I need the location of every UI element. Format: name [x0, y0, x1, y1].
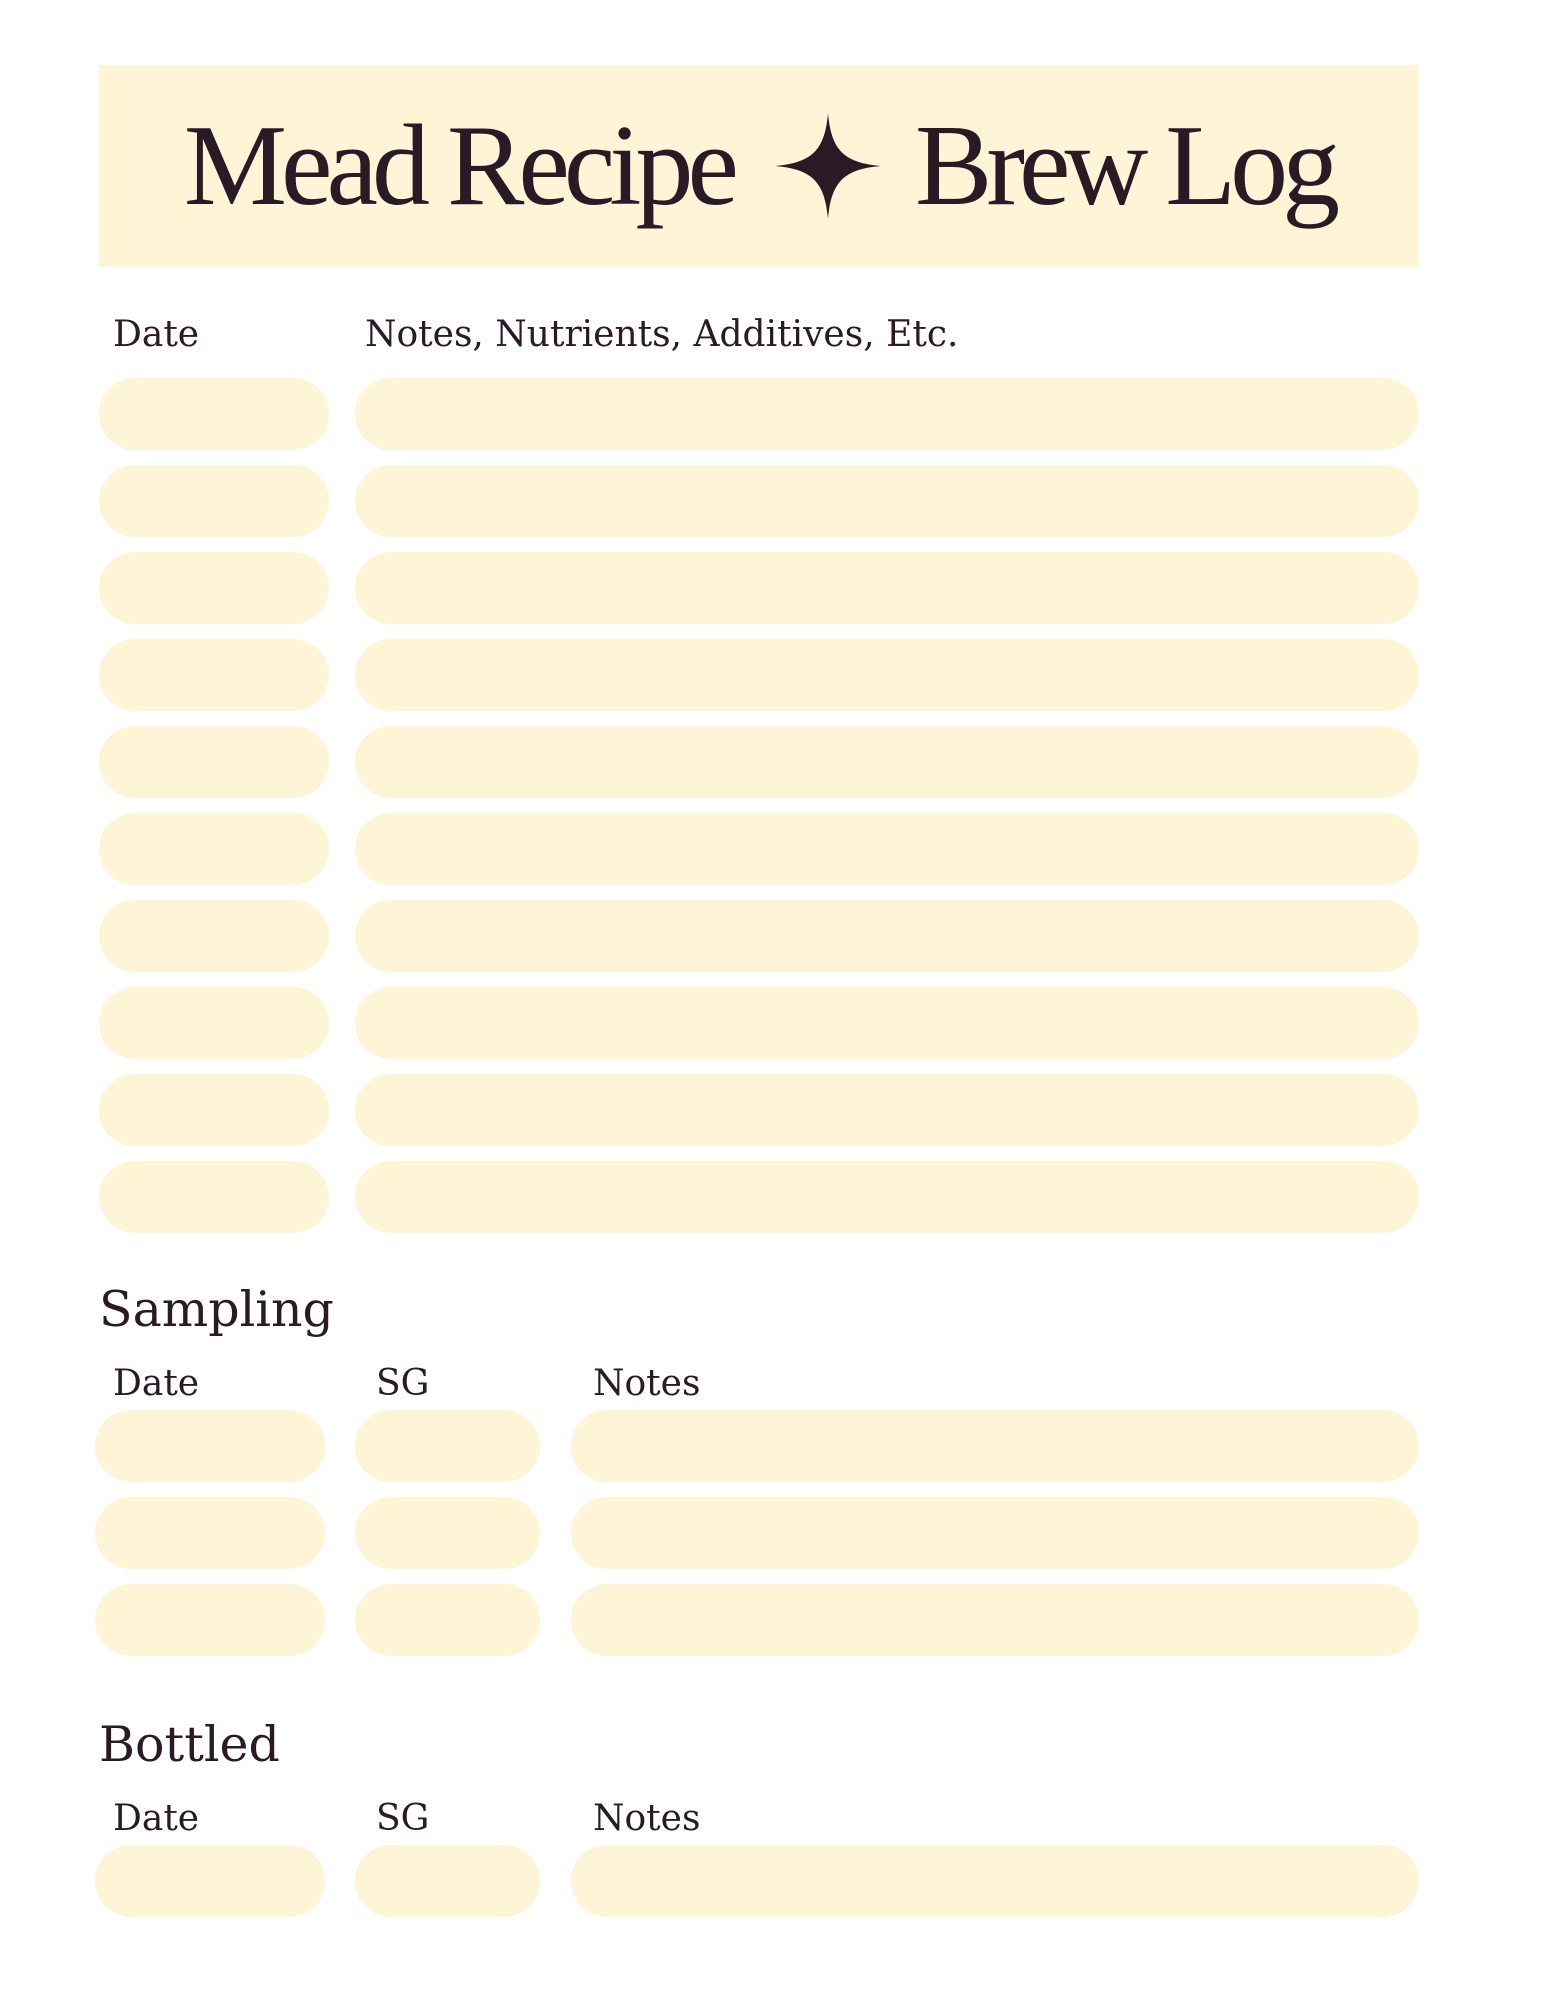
log-date-field[interactable]: [99, 1074, 329, 1146]
log-notes-field[interactable]: [355, 552, 1419, 624]
log-date-field[interactable]: [99, 465, 329, 537]
sampling-notes-field[interactable]: [571, 1584, 1419, 1656]
four-point-star-icon: [775, 113, 881, 219]
log-notes-label: Notes, Nutrients, Additives, Etc.: [365, 314, 959, 355]
title-mead-recipe: Mead Recipe: [183, 102, 734, 230]
log-date-field[interactable]: [99, 378, 329, 450]
page-header: [99, 65, 1419, 267]
sampling-date-field[interactable]: [95, 1410, 325, 1482]
log-notes-field[interactable]: [355, 987, 1419, 1059]
log-date-field[interactable]: [99, 1161, 329, 1233]
log-notes-field[interactable]: [355, 378, 1419, 450]
sampling-title: Sampling: [99, 1281, 334, 1338]
log-date-field[interactable]: [99, 987, 329, 1059]
log-notes-field[interactable]: [355, 1161, 1419, 1233]
log-date-field[interactable]: [99, 552, 329, 624]
sampling-sg-label: SG: [376, 1363, 430, 1404]
log-notes-field[interactable]: [355, 813, 1419, 885]
log-date-field[interactable]: [99, 813, 329, 885]
log-notes-field[interactable]: [355, 639, 1419, 711]
log-date-field[interactable]: [99, 639, 329, 711]
log-notes-field[interactable]: [355, 1074, 1419, 1146]
sampling-sg-field[interactable]: [355, 1584, 540, 1656]
log-notes-field[interactable]: [355, 726, 1419, 798]
log-date-field[interactable]: [99, 900, 329, 972]
bottled-title: Bottled: [99, 1716, 280, 1773]
sampling-notes-label: Notes: [593, 1363, 701, 1404]
log-date-label: Date: [113, 314, 200, 355]
bottled-date-field[interactable]: [95, 1845, 325, 1917]
sampling-date-label: Date: [113, 1363, 200, 1404]
sampling-sg-field[interactable]: [355, 1497, 540, 1569]
sampling-sg-field[interactable]: [355, 1410, 540, 1482]
bottled-sg-label: SG: [376, 1798, 430, 1839]
log-notes-field[interactable]: [355, 465, 1419, 537]
bottled-notes-label: Notes: [593, 1798, 701, 1839]
sampling-notes-field[interactable]: [571, 1410, 1419, 1482]
log-date-field[interactable]: [99, 726, 329, 798]
bottled-date-label: Date: [113, 1798, 200, 1839]
sampling-date-field[interactable]: [95, 1584, 325, 1656]
bottled-sg-field[interactable]: [355, 1845, 540, 1917]
sampling-notes-field[interactable]: [571, 1497, 1419, 1569]
log-notes-field[interactable]: [355, 900, 1419, 972]
bottled-notes-field[interactable]: [571, 1845, 1419, 1917]
sampling-date-field[interactable]: [95, 1497, 325, 1569]
title-brew-log: Brew Log: [915, 102, 1335, 230]
